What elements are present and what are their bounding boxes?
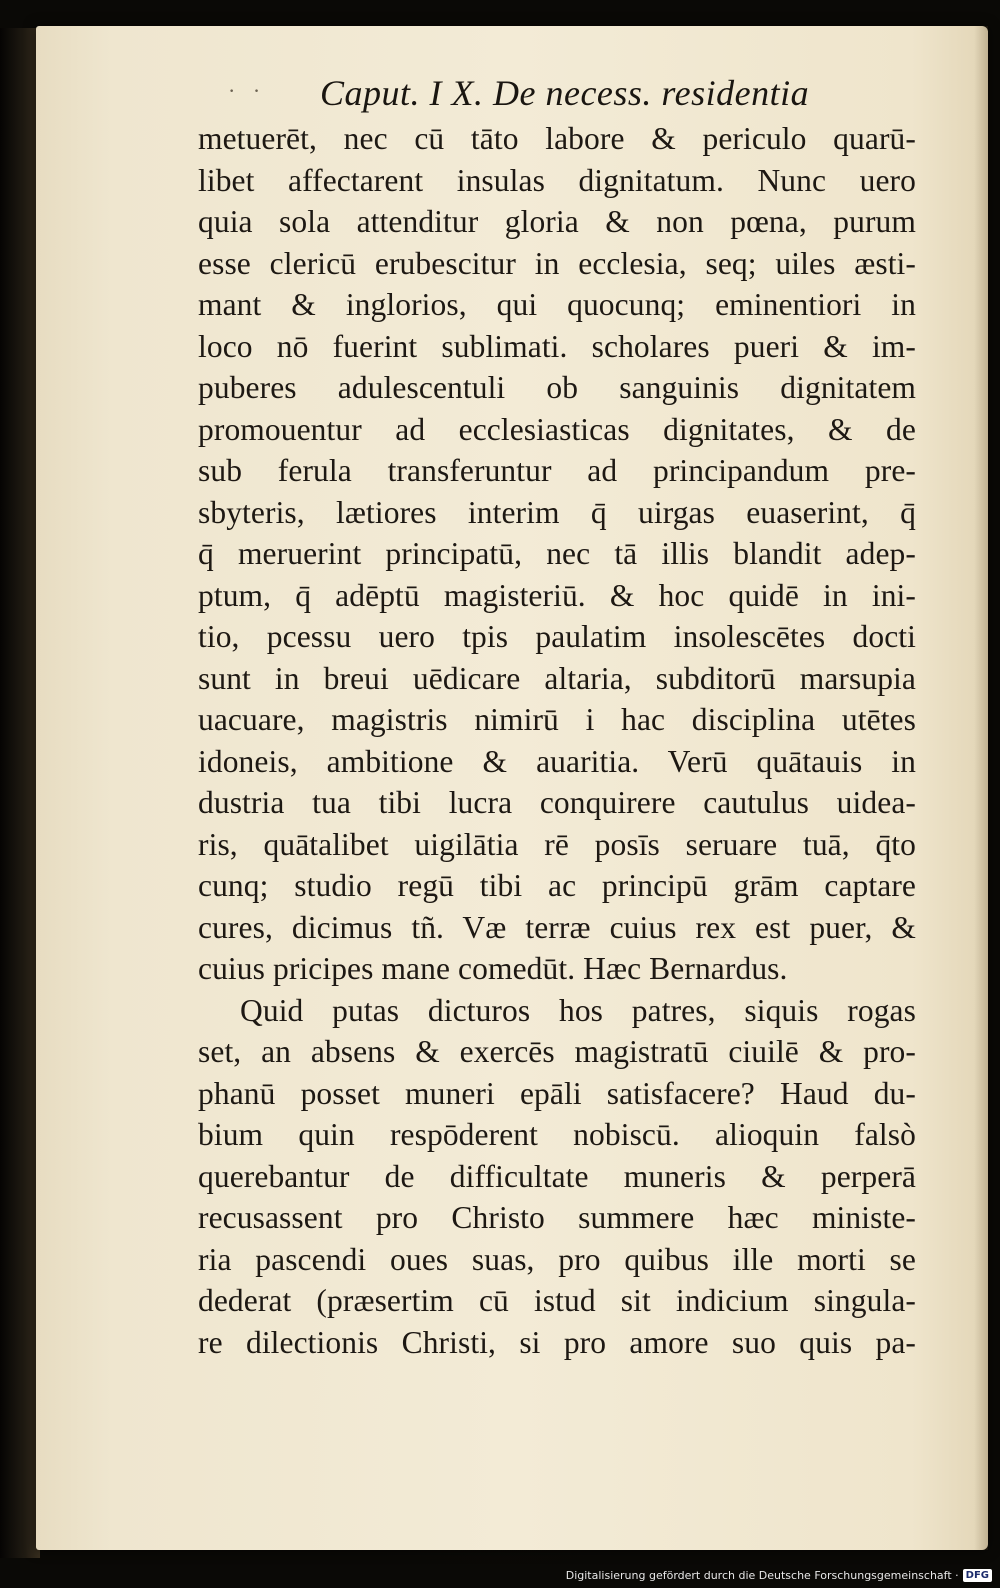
running-head: Caput. I X. De necess. residentia bbox=[320, 73, 810, 113]
text-line: cuius pricipes mane comedūt. Hæc Bernardus. bbox=[198, 951, 788, 986]
text-line: querebantur de difficultate muneris & perperā bbox=[198, 1158, 916, 1194]
text-line: dederat (præsertim cū istud sit indicium singula- bbox=[198, 1283, 916, 1318]
text-line: dustria tua tibi lucra conquirere cautulus uidea- bbox=[198, 785, 916, 820]
text-line: sub ferula transferuntur ad principandum pre- bbox=[198, 453, 916, 488]
text-line: tio, pcessu uero tpis paulatim insolescētes docti bbox=[198, 619, 916, 654]
text-line: q̄ meruerint principatū, nec tā illis blandit adep- bbox=[198, 536, 916, 571]
text-line: metuerēt, nec cū tāto labore & periculo quarū- bbox=[198, 121, 916, 156]
digitization-credit bbox=[566, 1569, 992, 1582]
text-line: ptum, q̄ adēptū magisteriū. & hoc quidē in ini- bbox=[198, 577, 916, 613]
text-line: idoneis, ambitione & auaritia. Verū quātauis in bbox=[198, 743, 916, 779]
text-line: re dilectionis Christi, si pro amore suo quis pa- bbox=[198, 1324, 916, 1360]
text-line: loco nō fuerint sublimati. scholares pueri & im- bbox=[198, 328, 916, 364]
book-spine-shadow bbox=[0, 28, 40, 1558]
text-line: mant & inglorios, qui quocunq; eminentiori in bbox=[198, 287, 916, 322]
dfg-logo-icon: DFG bbox=[963, 1569, 992, 1582]
text-line: cures, dicimus tñ. Væ terræ cuius rex est puer, & bbox=[198, 909, 916, 945]
text-line-paragraph-start: Quid putas dicturos hos patres, siquis rogas bbox=[240, 992, 916, 1028]
text-line: uacuare, magistris nimirū i hac disciplina utētes bbox=[198, 702, 916, 737]
header-marks: · · bbox=[228, 78, 267, 103]
text-line: sbyteris, lætiores interim q̄ uirgas euaserint, q̄ bbox=[198, 494, 916, 530]
text-line: bium quin respōderent nobiscū. alioquin falsò bbox=[198, 1117, 916, 1152]
credit-text: Digitalisierung gefördert durch die Deutsche Forschungsgemeinschaft · bbox=[565, 1569, 959, 1582]
text-line: set, an absens & exercēs magistratū ciuilē & pro- bbox=[198, 1034, 916, 1069]
page-edge-shading bbox=[974, 26, 988, 1550]
text-line: libet affectarent insulas dignitatum. Nunc uero bbox=[198, 162, 916, 198]
text-line: puberes adulescentuli ob sanguinis dignitatem bbox=[198, 370, 916, 405]
text-line: cunq; studio regū tibi ac principū grām captare bbox=[198, 868, 916, 903]
text-line: ria pascendi oues suas, pro quibus ille morti se bbox=[198, 1241, 916, 1277]
text-line: recusassent pro Christo summere hæc ministe- bbox=[198, 1200, 916, 1235]
text-line: promouentur ad ecclesiasticas dignitates, & de bbox=[198, 411, 916, 447]
body-text bbox=[198, 118, 916, 1363]
text-line: phanū posset muneri epāli satisfacere? Haud du- bbox=[198, 1075, 916, 1111]
text-line: quia sola attenditur gloria & non pœna, purum bbox=[198, 204, 916, 239]
text-line: ris, quātalibet uigilātia rē posīs seruare tuā, q̄to bbox=[198, 826, 916, 862]
text-line: sunt in breui uēdicare altaria, subditorū marsupia bbox=[198, 660, 916, 696]
text-line: esse clericū erubescitur in ecclesia, seq; uiles æsti- bbox=[198, 245, 916, 281]
